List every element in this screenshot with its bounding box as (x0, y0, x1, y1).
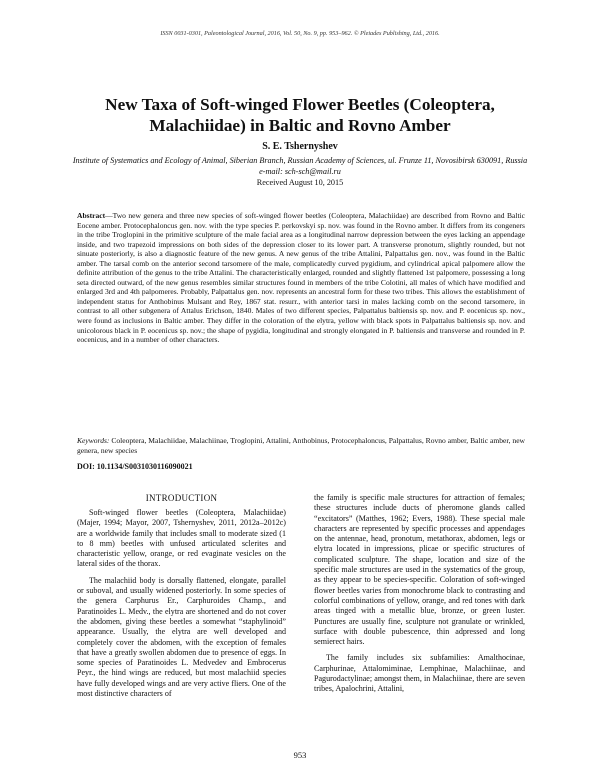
paragraph: Soft-winged flower beetles (Coleoptera, Malachiidae) (Majer, 1994; Mayor, 2007, Tshernyshev, 2011, 2012a–2012c) are a worldwide family that includes small to moderate sized (1 to 8 mm) beetles with unfused articulated sclerites and characteristic yellow, orange, or red evaginate vesicles on the lateral sides of the thorax. (77, 508, 286, 569)
author-name: S. E. Tshernyshev (262, 141, 338, 152)
journal-citation-header: ISSN 0031-0301, Paleontological Journal, 2016, Vol. 50, No. 9, pp. 953–962. © Pleiades Publishing, Ltd., 2016. (160, 30, 440, 37)
keywords-text: Coleoptera, Malachiidae, Malachiinae, Troglopini, Attalini, Anthobinus, Protocephaloncus, Palpattalus, Rovno amber, Baltic amber, new genera, new species (77, 436, 525, 455)
author-email: e-mail: sch-sch@mail.ru (259, 166, 341, 176)
text-column-right (314, 493, 525, 701)
abstract (77, 211, 525, 345)
page-number: 953 (293, 750, 307, 760)
section-heading-introduction: INTRODUCTION (145, 493, 218, 503)
keywords-label: Keywords: (77, 436, 110, 445)
abstract-label: Abstract (77, 211, 106, 220)
received-date: Received August 10, 2015 (256, 177, 344, 187)
affiliation: Institute of Systematics and Ecology of Animal, Siberian Branch, Russian Academy of Sciences, ul. Frunze 11, Novosibirsk 630091, Russia (72, 156, 528, 165)
paragraph: the family is specific male structures for attraction of females; these structures include ducts of pheromone glands called “excitators” (Matthes, 1962; Evers, 1988). These special male characters are represented by specific processes and appendages on the antennae, head, pronotum, metathorax, abdomen, legs or elytra located in impressions, plicae or specific structures of complicated sculpture. The shape, location and size of the specific male structures are used in the systematics of the group, as they appear to be species-specific. Coloration of soft-winged flower beetles varies from monochrome black to contrasting and colorful combinations of yellow, orange, and red tones with dark areas tinged with a metallic blue, bronze, or green luster. Punctures are usually fine, sculpture not granulate or wrinkled, surface with double pubescence, thin adpressed and long semierect hairs. (314, 493, 525, 647)
paragraph: The family includes six subfamilies: Amalthocinae, Carphurinae, Attalomiminae, Lemphinae, Malachiinae, and Pagurodactylinae; amongst them, in Malachiinae, there are seven tribes, Apalochrini, Attalini, (314, 653, 525, 694)
doi: DOI: 10.1134/S0031030116090021 (77, 462, 193, 471)
abstract-text: —Two new genera and three new species of soft-winged flower beetles (Coleoptera, Malachiidae) are described from Rovno and Baltic Eocene amber. Protocephaloncus gen. nov. with the type species P. perkovskyi sp. nov. was found in the Rovno amber. It differs from its congeners in the tribe Troglopini in the primitive sculpture of the male facial area as a longitudinal narrow depression between the eyes lacking an appendage inside, and two trapezoid impressions on both sides of the depression closer to its lower part. A transverse pronotum, slightly rounded, but not sinuate posteriorly, is also a diagnostic feature of the new genus. A new genus of the tribe Attalini, Palpattalus gen. nov., was found in the Baltic amber. The tarsal comb on the anterior second tarsomere of the male, complicatedly curved pygidium, and cylindrical apical palpomere allow the definite attribution of the genus to the tribe Attalini. The characteristically enlarged, rounded and slightly flattened 1st palpomere, possessing a long seta directed outward, of the new genus resembles similar structures found in members of the tribe Colotini, all males of which have modified and enlarged 3rd and 4th palpomeres. Probably, Palpattalus gen. nov. represents an ancestral form for these two tribes. This allows the establishment of independent status for Anthobinus Mulsant and Rey, 1867 stat. resurr., with anterior tarsi in males lacking comb on the second tarsomere, in contrast to all other subgenera of Attalus Erichson, 1840. Males of two different species, Palpattalus baltiensis sp. nov. and P. eocenicus sp. nov., were found as inclusions in Baltic amber. They differ in the coloration of the elytra, yellow with black spots in Palpattalus baltiensis sp. nov. and unicolorous black in P. eocenicus sp. nov.; the shape of pygidia, longitudinal and strongly elongated in P. baltiensis and transverse and rounded in P. eocenicus, and in a number of other characters. (77, 211, 525, 345)
affiliation-block (60, 156, 540, 188)
article-title: New Taxa of Soft-winged Flower Beetles (Coleoptera, Malachiidae) in Baltic and Rovno Amber (105, 95, 495, 135)
keywords (77, 436, 525, 455)
text-column-left (77, 508, 286, 705)
paragraph: The malachiid body is dorsally flattened, elongate, parallel or suboval, and usually widened posteriorly. In some species of the genera Carphurus Er., Carphuroides Champ., and Paratinoides L. Medv., the elytra are shortened and do not cover the abdomen, giving these beetles a somewhat “staphylinoid” appearance. Usually, the elytra are well developed and completely cover the abdomen, with the exception of females that have a greatly swollen abdomen due to presence of eggs. In some species of Paratinoides L. Medvedev and Embrocerus Peyr., the hind wings are reduced, but most malachiid species have fully developed wings and are very active fliers. One of the most distinctive characters of (77, 575, 286, 699)
